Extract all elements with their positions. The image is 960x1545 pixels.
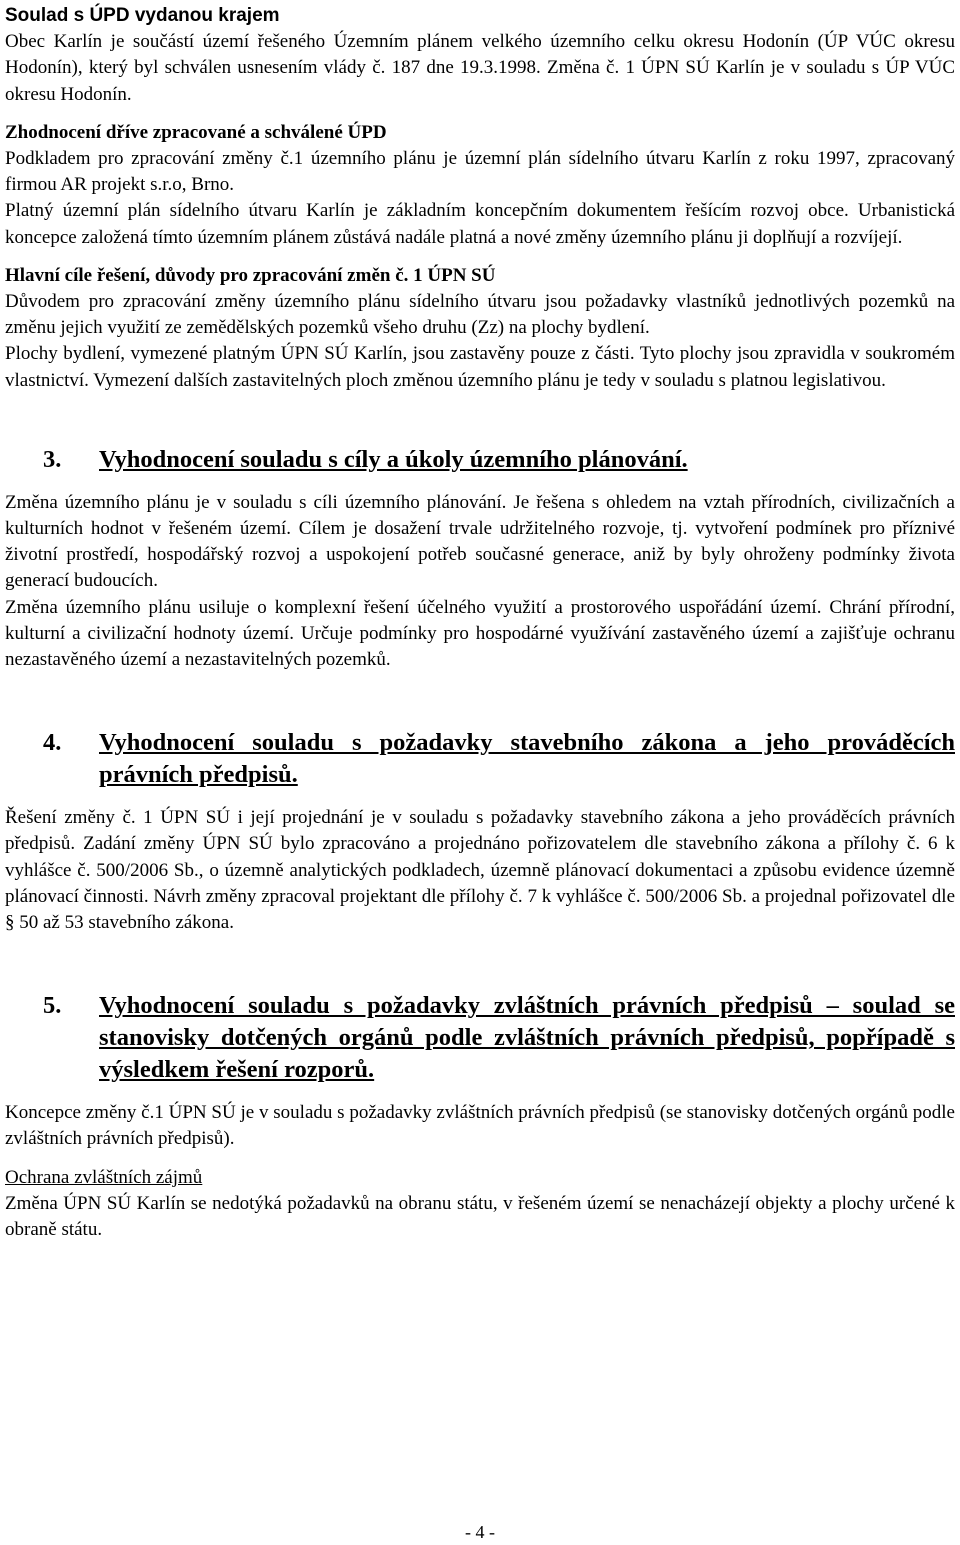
paragraph-ochrana-zajmu: Změna ÚPN SÚ Karlín se nedotýká požadavků na obranu státu, v řešeném území se nenacházejí objekty a plochy určené k obraně státu. xyxy=(5,1192,955,1241)
paragraph-hlavni-cile-2: Plochy bydlení, vymezené platným ÚPN SÚ Karlín, jsou zastavěny pouze z části. Tyto plochy jsou zpravidla v soukromém vlastnictví. Vymezení dalších zastavitelných ploch změnou územního plánu je tedy v souladu s platnou legislativou. xyxy=(5,343,955,391)
section-title: Vyhodnocení souladu s požadavky zvláštních právních předpisů – soulad se stanovisky dotčených orgánů podle zvláštních právních předpisů, popřípadě s výsledkem řešení rozporů. xyxy=(99,992,955,1084)
section-heading-5 xyxy=(5,990,955,1086)
section-title: Vyhodnocení souladu s požadavky stavebního zákona a jeho prováděcích právních předpisů. xyxy=(99,729,955,789)
section-number: 5. xyxy=(43,992,62,1020)
heading-hlavni-cile: Hlavní cíle řešení, důvody pro zpracování změn č. 1 ÚPN SÚ xyxy=(5,264,496,286)
paragraph-section3-2: Změna územního plánu usiluje o komplexní řešení účelného využití a prostorového uspořádání území. Chrání přírodní, kulturní a civilizační hodnoty území. Určuje podmínky pro hospodárné využívání zastavěného území a zajišťuje ochranu nezastavěného území a nezastavitelných pozemků. xyxy=(5,596,955,671)
heading-soulad-upd: Soulad s ÚPD vydanou krajem xyxy=(5,5,280,26)
heading-zhodnoceni-upd: Zhodnocení dříve zpracované a schválené ÚPD xyxy=(5,121,387,143)
section-number: 4. xyxy=(43,729,62,757)
paragraph-soulad-upd: Obec Karlín je součástí území řešeného Územním plánem velkého územního celku okresu Hodonín (ÚP VÚC okresu Hodonín), který byl schválen usnesením vlády č. 187 dne 19.3.1998. Změna č. 1 ÚPN SÚ Karlín je v souladu s ÚP VÚC okresu Hodonín. xyxy=(5,31,955,105)
paragraph-hlavni-cile-1: Důvodem pro zpracování změny územního plánu sídelního útvaru jsou požadavky vlastníků jednotlivých pozemků na změnu jejich využití ze zemědělských pozemků všeho druhu (Zz) na plochy bydlení. xyxy=(5,291,955,339)
section-heading-3 xyxy=(5,444,955,476)
section-heading-4 xyxy=(5,727,955,791)
document-page xyxy=(5,3,955,1243)
paragraph-section4: Řešení změny č. 1 ÚPN SÚ i její projednání je v souladu s požadavky stavebního zákona a jeho prováděcích právních předpisů. Zadání změny ÚPN SÚ bylo zpracováno a projednáno pořizovatelem dle stavebního zákona a přílohy č. 6 k vyhlášce č. 500/2006 Sb., o územně analytických podkladech, územně plánovací dokumentaci a způsobu evidence územně plánovací činnosti. Návrh změny zpracoval projektant dle přílohy č. 7 k vyhlášce č. 500/2006 Sb. a projednal pořizovatel dle § 50 až 53 stavebního zákona. xyxy=(5,807,955,934)
paragraph-zhodnoceni-1: Podkladem pro zpracování změny č.1 územního plánu je územní plán sídelního útvaru Karlín z roku 1997, zpracovaný firmou AR projekt s.r.o, Brno. xyxy=(5,148,955,196)
paragraph-zhodnoceni-2: Platný územní plán sídelního útvaru Karlín je základním koncepčním dokumentem řešícím rozvoj obce. Urbanistická koncepce založená tímto územním plánem zůstává nadále platná a nové změny územního plánu ji doplňují a rozvíjejí. xyxy=(5,200,955,248)
subheading-ochrana-zajmu: Ochrana zvláštních zájmů xyxy=(5,1166,203,1188)
page-number: - 4 - xyxy=(465,1522,495,1542)
paragraph-section3-1: Změna územního plánu je v souladu s cíli územního plánování. Je řešena s ohledem na vztah přírodních, civilizačních a kulturních hodnot v řešeném území. Cílem je dosažení trvale udržitelného rozvoje, tj. vytvoření podmínek pro příznivé životní prostředí, hospodářský rozvoj a uspokojení potřeb současné generace, aniž by byly ohroženy podmínky života generací budoucích. xyxy=(5,491,955,592)
paragraph-section5: Koncepce změny č.1 ÚPN SÚ je v souladu s požadavky zvláštních právních předpisů (se stanovisky dotčených orgánů podle zvláštních právních předpisů). xyxy=(5,1102,955,1150)
section-title: Vyhodnocení souladu s cíly a úkoly územního plánování. xyxy=(99,445,688,473)
section-number: 3. xyxy=(43,445,62,473)
